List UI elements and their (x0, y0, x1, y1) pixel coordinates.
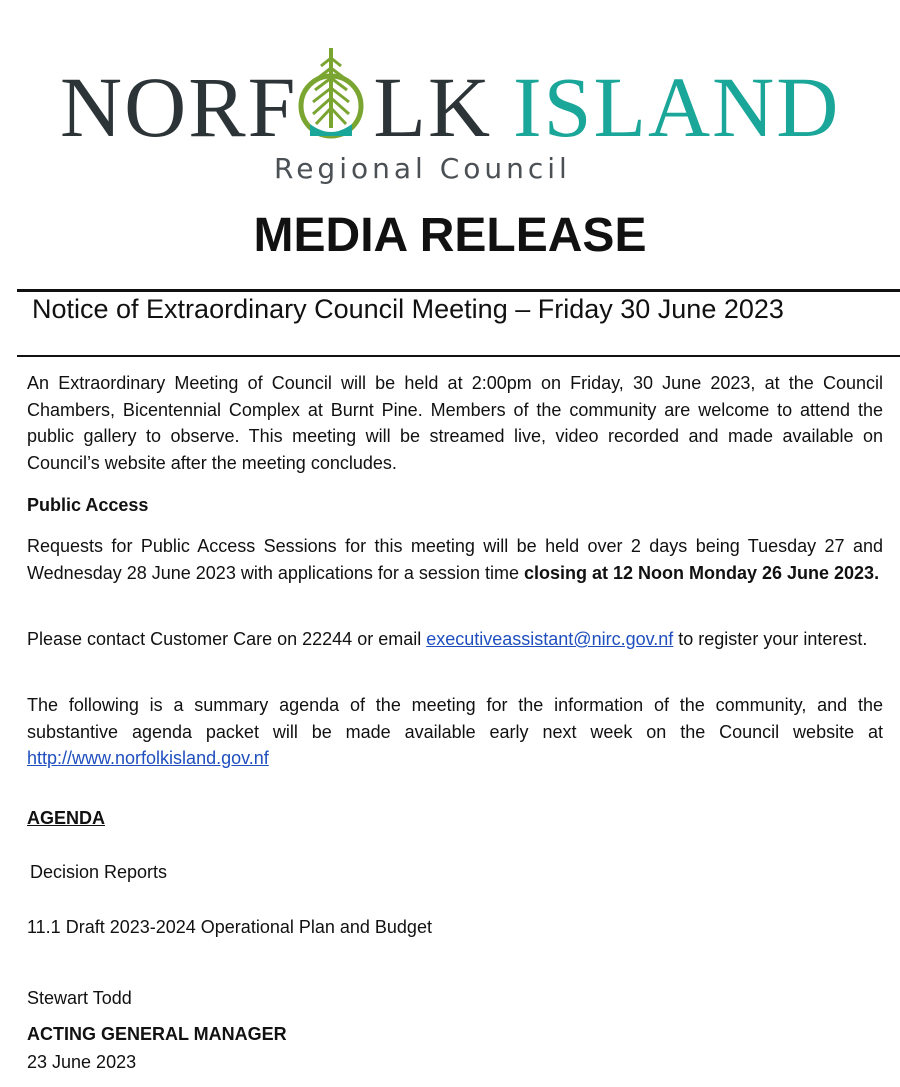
contact-text: Please contact Customer Care on 22244 or email (27, 629, 427, 649)
public-access-paragraph (27, 533, 883, 586)
norfolk-island-logo (60, 40, 850, 190)
public-access-deadline: closing at 12 Noon Monday 26 June 2023. (523, 562, 880, 583)
contact-paragraph (27, 626, 883, 653)
page-title: MEDIA RELEASE (253, 209, 647, 262)
pine-tree-icon (296, 44, 366, 144)
email-link[interactable]: executiveassistant@nirc.gov.nf (426, 629, 674, 649)
public-access-text: Requests for Public Access Sessions for this meeting will be held over 2 days being Tuesday 27 and Wednesday 28 June 2023 with applications for a session time (27, 536, 883, 583)
release-subject: Notice of Extraordinary Council Meeting – Friday 30 June 2023 (32, 294, 784, 324)
logo-word-island: ISLAND (513, 59, 841, 155)
contact-text-end: to register your interest. (673, 629, 868, 649)
summary-text: The following is a summary agenda of the meeting for the information of the community, and the substantive agenda packet will be made available early next week on the Council website at (27, 695, 883, 742)
public-access-heading: Public Access (27, 495, 149, 515)
agenda-section: Decision Reports (30, 862, 168, 882)
agenda-item: 11.1 Draft 2023-2024 Operational Plan and Budget (27, 917, 432, 937)
signoff-title: ACTING GENERAL MANAGER (27, 1024, 287, 1044)
logo-word-norfolk: NORF LK (60, 59, 493, 155)
divider-bottom (17, 355, 900, 357)
summary-paragraph (27, 692, 883, 772)
logo-subtitle: Regional Council (274, 152, 571, 185)
intro-paragraph: An Extraordinary Meeting of Council will be held at 2:00pm on Friday, 30 June 2023, at the Council Chambers, Bicentennial Complex at Burnt Pine. Members of the community are welcome to attend the public gallery to observe. This meeting will be streamed live, video recorded and made available on Council’s website after the meeting concludes. (27, 373, 883, 473)
website-link[interactable]: http://www.norfolkisland.gov.nf (27, 748, 269, 768)
signoff-name: Stewart Todd (27, 988, 132, 1008)
signoff-date: 23 June 2023 (27, 1052, 137, 1072)
divider-top (17, 289, 900, 292)
agenda-heading: AGENDA (27, 808, 106, 828)
